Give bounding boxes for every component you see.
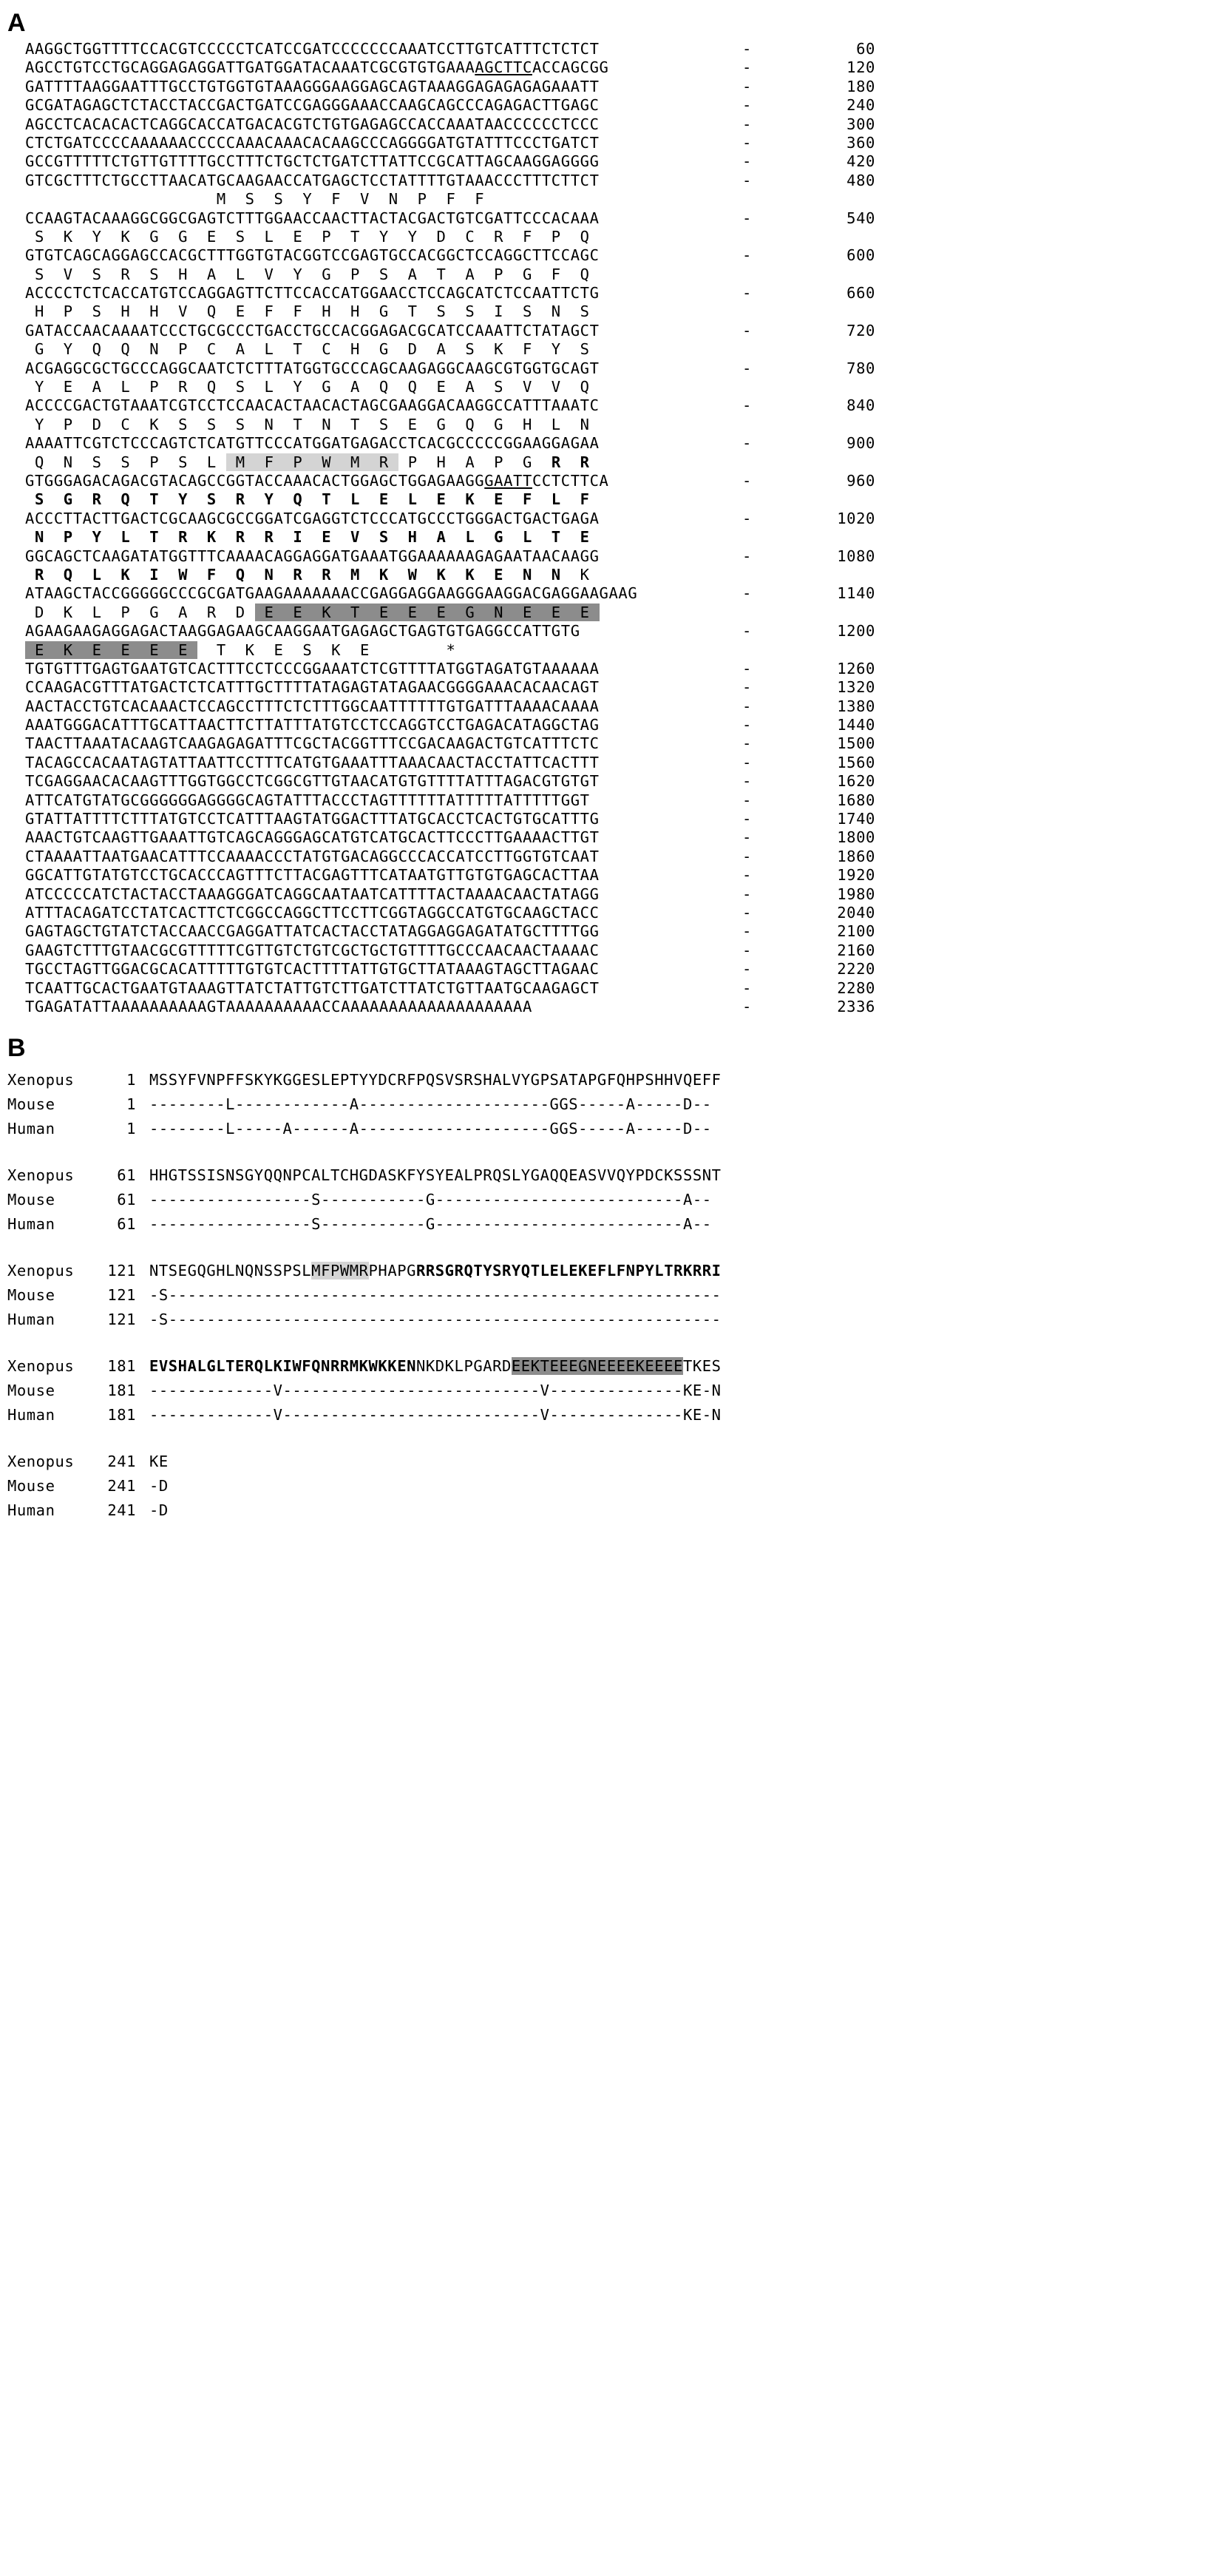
alignment-row — [7, 1354, 1208, 1379]
alignment-row — [7, 1163, 1208, 1188]
line-dash: - — [742, 978, 752, 997]
line-dash: - — [742, 509, 752, 527]
line-number: 300 — [846, 115, 875, 133]
protein-line: G Y Q Q N P C A L T C H G D A S K F Y S — [25, 340, 590, 359]
species-label: Human — [7, 1120, 55, 1138]
nucleotide-seq: CTAAAATTAATGAACATTTCCAAAACCCTATGTGACAGGCCCACCATCCTTGGTGTCAAT — [25, 847, 600, 865]
alignment-group — [0, 1163, 1208, 1237]
line-number: 1140 — [837, 584, 875, 603]
nucleotide-seq: TCAATTGCACTGAATGTAAAGTTATCTATTGTCTTGATCTTATCTGTTAATGCAAGAGCT — [25, 978, 600, 997]
species-label: Human — [7, 1406, 55, 1424]
nucleotide-seq: AGAAGAAGAGGAGACTAAGGAGAAGCAAGGAATGAGAGCTGAGTGTGAGGCCATTGTG — [25, 622, 580, 640]
protein-segment: T K E S K E * — [197, 640, 456, 659]
line-dash: - — [742, 753, 752, 771]
nucleotide-seq: ACGAGGCGCTGCCCAGGCAATCTCTTTATGGTGCCCAGCAAGAGGCAAGCGTGGTGCAGT — [25, 359, 600, 377]
nucleotide-line — [25, 96, 1201, 115]
nucleotide-seq-underlined: AGCTTC — [475, 58, 532, 77]
line-dash: - — [742, 885, 752, 903]
line-number: 2280 — [837, 978, 875, 997]
line-number: 2220 — [837, 960, 875, 978]
residue-start: 241 — [107, 1453, 136, 1471]
line-dash: - — [742, 622, 752, 640]
nucleotide-seq: AAAATTCGTCTCCCAGTCTCATGTTCCCATGGATGAGACCTCACGCCCCCGGAAGGAGAA — [25, 434, 600, 453]
line-dash: - — [742, 284, 752, 302]
alignment-sequence: -----------------S-----------G--------------------------A-- — [149, 1215, 712, 1234]
alignment-group — [0, 1259, 1208, 1332]
nucleotide-line — [25, 58, 1201, 77]
nucleotide-seq: ACCCTTACTTGACTCGCAAGCGCCGGATCGAGGTCTCCCATGCCCTGGGACTGACTGAGA — [25, 509, 600, 527]
protein-line: S K Y K G G E S L E P T Y Y D C R F P Q — [25, 227, 590, 246]
line-dash: - — [742, 716, 752, 734]
residue-start: 121 — [107, 1262, 136, 1280]
nucleotide-line — [25, 547, 1201, 566]
line-number: 1680 — [837, 791, 875, 809]
alignment-sequence: -S---------------------------------------------------------- — [149, 1311, 722, 1329]
protein-line: M S S Y F V N P F F — [25, 190, 485, 209]
line-number: 660 — [846, 284, 875, 302]
nucleotide-seq: GAAGTCTTTGTAACGCGTTTTTCGTTGTCTGTCGCTGCTGTTTTGCCCAACAACTAAAAC — [25, 941, 600, 959]
alignment-sequence: NTSEGQGHLNQNSSPSLMFPWMRPHAPGRRSGRQTYSRYQTLELEKEFLFNPYLTRKRRI — [149, 1262, 722, 1280]
line-number: 180 — [846, 77, 875, 95]
panel-a-sequence-block — [0, 40, 1208, 1016]
protein-line: Y P D C K S S S N T N T S E G Q G H L N — [25, 415, 590, 433]
line-number: 1200 — [837, 622, 875, 640]
residue-start: 241 — [107, 1501, 136, 1520]
alignment-row — [7, 1379, 1208, 1403]
residue-start: 121 — [107, 1286, 136, 1305]
nucleotide-line — [25, 979, 1201, 998]
nucleotide-line — [25, 866, 1201, 885]
species-label: Xenopus — [7, 1262, 75, 1280]
residue-start: 1 — [126, 1120, 136, 1138]
line-number: 840 — [846, 396, 875, 415]
line-number: 2100 — [837, 922, 875, 941]
nucleotide-seq: GATTTTAAGGAATTTGCCTGTGGTGTAAAGGGAAGGAGCAGTAAAGGAGAGAGAGAAATT — [25, 77, 600, 95]
line-dash: - — [742, 584, 752, 603]
nucleotide-seq: GTGTCAGCAGGAGCCACGCTTTGGTGTACGGTCCGAGTGCCACGGCTCCAGGCTTCCAGC — [25, 246, 600, 265]
line-dash: - — [742, 96, 752, 115]
line-number: 1080 — [837, 547, 875, 565]
species-label: Mouse — [7, 1095, 55, 1114]
nucleotide-line — [25, 78, 1201, 96]
protein-line-acidic-start — [25, 604, 1201, 622]
residue-start: 181 — [107, 1357, 136, 1376]
nucleotide-seq: ACCCCTCTCACCATGTCCAGGAGTTCTTCCACCATGGAACCTCCAGCATCTCCAATTCTG — [25, 284, 600, 302]
line-number: 1980 — [837, 885, 875, 903]
species-label: Human — [7, 1311, 55, 1329]
line-dash: - — [742, 810, 752, 828]
residue-start: 241 — [107, 1477, 136, 1495]
line-dash: - — [742, 847, 752, 865]
nucleotide-line — [25, 584, 1201, 603]
acidic-domain-dark-highlight: EEKTEEEGNEEEEKEEEE — [511, 1357, 683, 1376]
panel-a-letter: A — [7, 9, 26, 37]
alignment-row — [7, 1474, 1208, 1498]
line-number: 2336 — [837, 997, 875, 1015]
alignment-sequence: -------------V---------------------------V--------------KE-N — [149, 1406, 722, 1424]
nucleotide-seq-underlined: GAATT — [484, 471, 532, 490]
line-number: 360 — [846, 133, 875, 152]
line-number: 1920 — [837, 866, 875, 885]
species-label: Xenopus — [7, 1166, 75, 1185]
nucleotide-line — [25, 172, 1201, 190]
line-dash: - — [742, 547, 752, 565]
line-dash: - — [742, 152, 752, 171]
alignment-sequence: -----------------S-----------G--------------------------A-- — [149, 1191, 712, 1209]
nucleotide-line — [25, 322, 1201, 340]
protein-segment: K — [570, 565, 590, 584]
nucleotide-line — [25, 510, 1201, 528]
nucleotide-seq: CCTCTTCA — [532, 471, 609, 490]
species-label: Mouse — [7, 1191, 55, 1209]
nucleotide-line — [25, 791, 1201, 810]
line-number: 480 — [846, 171, 875, 189]
line-dash: - — [742, 58, 752, 77]
species-label: Human — [7, 1215, 55, 1234]
nucleotide-seq: GGCAGCTCAAGATATGGTTTCAAAACAGGAGGATGAAATGGAAAAAAGAGAATAACAAGG — [25, 547, 600, 565]
alignment-row — [7, 1308, 1208, 1332]
alignment-row — [7, 1450, 1208, 1474]
alignment-sequence: -D — [149, 1477, 169, 1495]
nucleotide-seq: ACCAGCGG — [532, 58, 609, 77]
alignment-group — [0, 1450, 1208, 1523]
residue-start: 121 — [107, 1311, 136, 1329]
line-number: 2040 — [837, 903, 875, 922]
nucleotide-seq: GCGATAGAGCTCTACCTACCGACTGATCCGAGGGAAACCAAGCAGCCCAGAGACTTGAGC — [25, 96, 600, 115]
alignment-sequence: HHGTSSISNSGYQQNPCALTCHGDASKFYSYEALPRQSLYGAQQEASVVQYPDCKSSSNT — [149, 1166, 722, 1185]
nucleotide-line — [25, 828, 1201, 847]
nucleotide-line — [25, 622, 1201, 640]
alignment-sequence: KE — [149, 1453, 169, 1471]
line-dash: - — [742, 321, 752, 339]
nucleotide-line — [25, 734, 1201, 753]
nucleotide-seq: TGCCTAGTTGGACGCACATTTTTGTGTCACTTTTATTGTGCTTATAAAGTAGCTTAGAAC — [25, 960, 600, 978]
nucleotide-line — [25, 246, 1201, 265]
species-label: Xenopus — [7, 1071, 75, 1089]
nucleotide-line — [25, 40, 1201, 58]
nucleotide-line — [25, 772, 1201, 791]
line-dash: - — [742, 133, 752, 152]
line-number: 600 — [846, 246, 875, 265]
acidic-domain-dark-highlight: E E K T E E E G N E E E — [254, 603, 600, 621]
alignment-sequence: EVSHALGLTERQLKIWFQNRRMKWKKENNKDKLPGARDEEKTEEEGNEEEEKEEEETKES — [149, 1357, 722, 1376]
species-label: Mouse — [7, 1286, 55, 1305]
line-dash: - — [742, 40, 752, 58]
protein-line: H P S H H V Q E F F H H G T S S I S N S — [25, 302, 590, 321]
nucleotide-line — [25, 209, 1201, 228]
nucleotide-seq: TGAGATATTAAAAAAAAAAGTAAAAAAAAAACCAAAAAAAAAAAAAAAAAAAA — [25, 997, 532, 1015]
line-dash: - — [742, 922, 752, 941]
nucleotide-seq: AGCCTGTCCTGCAGGAGAGGATTGATGGATACAAATCGCGTGTGAAA — [25, 58, 475, 77]
line-dash: - — [742, 866, 752, 885]
protein-line-homeodomain: N P Y L T R K R R I E V S H A L G L T E — [25, 528, 590, 547]
nucleotide-seq: GTCGCTTTCTGCCTTAACATGCAAGAACCATGAGCTCCTATTTTGTAAACCCTTTCTTCT — [25, 171, 600, 189]
nucleotide-line — [25, 998, 1201, 1016]
nucleotide-seq: AAGGCTGGTTTTCCACGTCCCCCTCATCCGATCCCCCCCAAATCCTTGTCATTTCTCTCT — [25, 40, 600, 58]
nucleotide-line — [25, 697, 1201, 716]
nucleotide-line — [25, 115, 1201, 134]
alignment-row — [7, 1498, 1208, 1523]
nucleotide-line — [25, 942, 1201, 960]
line-number: 1620 — [837, 772, 875, 791]
line-number: 1560 — [837, 753, 875, 771]
line-dash: - — [742, 697, 752, 715]
alignment-sequence: --------L------------A--------------------GGS-----A-----D-- — [149, 1095, 712, 1114]
line-number: 2160 — [837, 941, 875, 959]
nucleotide-seq: GATACCAACAAAATCCCTGCGCCCTGACCTGCCACGGAGACGCATCCAAATTCTATAGCT — [25, 321, 600, 339]
nucleotide-line — [25, 922, 1201, 941]
homeodomain-bold-segment: R Q L K I W F Q N R R M K W K K E N N — [25, 565, 571, 584]
alignment-row — [7, 1283, 1208, 1308]
protein-segment: D K L P G A R D — [25, 603, 255, 621]
nucleotide-seq: ATTCATGTATGCGGGGGGAGGGGCAGTATTTACCCTAGTTTTTTATTTTTATTTTTGGT — [25, 791, 590, 809]
protein-line-acidic-end — [25, 641, 1201, 660]
nucleotide-line — [25, 754, 1201, 772]
nucleotide-line — [25, 678, 1201, 697]
nucleotide-seq: TGTGTTTGAGTGAATGTCACTTTCCTCCCGGAAATCTCGTTTTATGGTAGATGTAAAAAA — [25, 659, 600, 677]
nucleotide-seq: GAGTAGCTGTATCTACCAACCGAGGATTATCACTACCTATAGGAGGAGATATGCTTTTGG — [25, 922, 600, 941]
line-dash: - — [742, 828, 752, 847]
line-number: 240 — [846, 96, 875, 115]
nucleotide-seq: ATTTACAGATCCTATCACTTCTCGGCCAGGCTTCCTTCGGTAGGCCATGTGCAAGCTACC — [25, 903, 600, 922]
panel-b-alignment-block — [0, 1068, 1208, 1523]
nucleotide-line — [25, 660, 1201, 678]
nucleotide-seq: TAACTTAAATACAAGTCAAGAGAGATTTCGCTACGGTTTCCGACAAGACTGTCATTTCTC — [25, 734, 600, 753]
line-dash: - — [742, 209, 752, 227]
alignment-row — [7, 1068, 1208, 1092]
nucleotide-line — [25, 960, 1201, 978]
line-number: 780 — [846, 359, 875, 377]
residue-start: 181 — [107, 1382, 136, 1400]
protein-line-homeodomain: S G R Q T Y S R Y Q T L E L E K E F L F — [25, 490, 590, 509]
protein-line-homeodomain-end — [25, 566, 1201, 584]
line-number: 1860 — [837, 847, 875, 865]
line-number: 1440 — [837, 716, 875, 734]
residue-start: 61 — [117, 1191, 136, 1209]
alignment-row — [7, 1092, 1208, 1117]
line-dash: - — [742, 903, 752, 922]
mfpwmr-light-highlight: M F P W M R — [225, 453, 398, 471]
protein-line-highlighted — [25, 453, 1201, 472]
line-number: 1800 — [837, 828, 875, 847]
line-number: 1740 — [837, 810, 875, 828]
nucleotide-line — [25, 848, 1201, 866]
residue-start: 181 — [107, 1406, 136, 1424]
protein-segment: P H A P G — [398, 453, 552, 471]
alignment-row — [7, 1212, 1208, 1237]
line-number: 540 — [846, 209, 875, 227]
nucleotide-seq: GTATTATTTTCTTTATGTCCTCATTTAAGTATGGACTTTATGCACCTCACTGTGCATTTG — [25, 810, 600, 828]
protein-line: Y E A L P R Q S L Y G A Q Q E A S V V Q — [25, 378, 590, 396]
nucleotide-seq: ATCCCCCATCTACTACCTAAAGGGATCAGGCAATAATCATTTTACTAAAACAACTATAGG — [25, 885, 600, 903]
alignment-sequence: --------L-----A------A--------------------GGS-----A-----D-- — [149, 1120, 712, 1138]
alignment-row — [7, 1188, 1208, 1212]
species-label: Human — [7, 1501, 55, 1520]
protein-line: S V S R S H A L V Y G P S A T A P G F Q — [25, 265, 590, 283]
nucleotide-line — [25, 472, 1201, 490]
nucleotide-seq: GTGGGAGACAGACGTACAGCCGGTACCAAACACTGGAGCTGGAGAAGG — [25, 471, 485, 490]
alignment-sequence: -------------V---------------------------V--------------KE-N — [149, 1382, 722, 1400]
line-dash: - — [742, 246, 752, 265]
nucleotide-seq: AGCCTCACACACTCAGGCACCATGACACGTCTGTGAGAGCCACCAAATAACCCCCCTCCC — [25, 115, 600, 133]
nucleotide-line — [25, 284, 1201, 302]
line-number: 900 — [846, 434, 875, 453]
alignment-group — [0, 1068, 1208, 1141]
nucleotide-line — [25, 359, 1201, 378]
line-dash: - — [742, 791, 752, 809]
acidic-domain-dark-highlight: E K E E E E — [25, 640, 197, 659]
nucleotide-seq: TCGAGGAACACAAGTTTGGTGGCCTCGGCGTTGTAACATGTGTTTTATTTAGACGTGTGT — [25, 772, 600, 791]
nucleotide-line — [25, 810, 1201, 828]
nucleotide-seq: TACAGCCACAATAGTATTAATTCCTTTCATGTGAAATTTAAACAACTACCTATTCACTTT — [25, 753, 600, 771]
line-dash: - — [742, 678, 752, 697]
nucleotide-seq: CCAAGTACAAAGGCGGCGAGTCTTTGGAACCAACTTACTACGACTGTCGATTCCCACAAA — [25, 209, 600, 227]
line-number: 420 — [846, 152, 875, 171]
nucleotide-seq: CTCTGATCCCCAAAAAACCCCCAAACAAACACAAGCCCAGGGGATGTATTTCCCTGATCT — [25, 133, 600, 152]
alignment-row — [7, 1259, 1208, 1283]
homeodomain-bold-segment: RRSGRQTYSRYQTLELEKEFLFNPYLTRKRRI — [416, 1262, 722, 1280]
line-dash: - — [742, 997, 752, 1015]
nucleotide-line — [25, 434, 1201, 453]
species-label: Xenopus — [7, 1357, 75, 1376]
line-number: 1320 — [837, 678, 875, 697]
line-dash: - — [742, 734, 752, 753]
line-number: 1260 — [837, 659, 875, 677]
nucleotide-line — [25, 885, 1201, 904]
line-number: 1380 — [837, 697, 875, 715]
species-label: Xenopus — [7, 1453, 75, 1471]
line-number: 1020 — [837, 509, 875, 527]
nucleotide-seq: AACTACCTGTCACAAACTCCAGCCTTTCTCTTTGGCAATTTTTTGTGATTTAAAACAAAA — [25, 697, 600, 715]
panel-b-letter: B — [7, 1034, 26, 1063]
nucleotide-line — [25, 152, 1201, 171]
alignment-sequence: -S---------------------------------------------------------- — [149, 1286, 722, 1305]
alignment-row — [7, 1117, 1208, 1141]
line-dash: - — [742, 115, 752, 133]
nucleotide-seq: ATAAGCTACCGGGGGCCCGCGATGAAGAAAAAAACCGAGGAGGAAGGGAAGGACGAGGAAGAAG — [25, 584, 638, 603]
alignment-group — [0, 1354, 1208, 1427]
line-dash: - — [742, 941, 752, 959]
residue-start: 61 — [117, 1215, 136, 1234]
homeodomain-bold-segment: R R — [551, 453, 590, 471]
nucleotide-line — [25, 134, 1201, 152]
nucleotide-seq: GCCGTTTTTCTGTTGTTTTGCCTTTCTGCTCTGATCTTATTCCGCATTAGCAAGGAGGGG — [25, 152, 600, 171]
line-number: 60 — [856, 40, 875, 58]
line-dash: - — [742, 434, 752, 453]
nucleotide-seq: ACCCCGACTGTAAATCGTCCTCCAACACTAACACTAGCGAAGGACAAGGCCATTTAAATC — [25, 396, 600, 415]
species-label: Mouse — [7, 1382, 55, 1400]
line-dash: - — [742, 471, 752, 490]
line-number: 1500 — [837, 734, 875, 753]
protein-segment: Q N S S P S L — [25, 453, 226, 471]
alignment-row — [7, 1403, 1208, 1427]
nucleotide-seq: GGCATTGTATGTCCTGCACCCAGTTTCTTACGAGTTTCATAATGTTGTGTGAGCACTTAA — [25, 866, 600, 885]
nucleotide-line — [25, 904, 1201, 922]
line-dash: - — [742, 77, 752, 95]
line-dash: - — [742, 359, 752, 377]
line-dash: - — [742, 396, 752, 415]
residue-start: 1 — [126, 1071, 136, 1089]
line-dash: - — [742, 171, 752, 189]
line-number: 960 — [846, 471, 875, 490]
mfpwmr-light-highlight: MFPWMR — [311, 1262, 369, 1280]
alignment-sequence: -D — [149, 1501, 169, 1520]
nucleotide-seq: AAACTGTCAAGTTGAAATTGTCAGCAGGGAGCATGTCATGCACTTCCCTTGAAAACTTGT — [25, 828, 600, 847]
alignment-sequence: MSSYFVNPFFSKYKGGESLEPTYYDCRFPQSVSRSHALVYGPSATAPGFQHPSHHVQEFF — [149, 1071, 722, 1089]
species-label: Mouse — [7, 1477, 55, 1495]
nucleotide-seq: CCAAGACGTTTATGACTCTCATTTGCTTTTATAGAGTATAGAACGGGGAAACACAACAGT — [25, 678, 600, 697]
residue-start: 61 — [117, 1166, 136, 1185]
line-dash: - — [742, 772, 752, 791]
homeodomain-bold-segment: EVSHALGLTERQLKIWFQNRRMKWKKEN — [149, 1357, 416, 1376]
nucleotide-line — [25, 716, 1201, 734]
line-number: 720 — [846, 321, 875, 339]
line-dash: - — [742, 960, 752, 978]
nucleotide-seq: AAATGGGACATTTGCATTAACTTCTTATTTATGTCCTCCAGGTCCTGAGACATAGGCTAG — [25, 716, 600, 734]
residue-start: 1 — [126, 1095, 136, 1114]
line-number: 120 — [846, 58, 875, 77]
line-dash: - — [742, 659, 752, 677]
nucleotide-line — [25, 396, 1201, 415]
